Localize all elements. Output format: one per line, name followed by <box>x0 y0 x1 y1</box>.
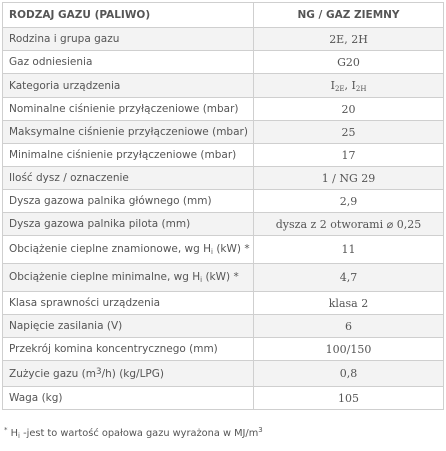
row-label: Minimalne ciśnienie przyłączeniowe (mbar) <box>3 144 254 167</box>
row-label: Dysza gazowa palnika głównego (mm) <box>3 190 254 213</box>
table-header <box>3 3 444 28</box>
row-label <box>3 264 254 292</box>
row-label <box>3 236 254 264</box>
row-value: 20 <box>254 98 444 121</box>
table-row <box>3 121 444 144</box>
footnote-star: * <box>4 426 8 434</box>
row-value: 0,8 <box>254 361 444 387</box>
cat-main: I <box>330 78 335 92</box>
row-value: G20 <box>254 51 444 74</box>
row-value: 1 / NG 29 <box>254 167 444 190</box>
row-label: Rodzina i grupa gazu <box>3 28 254 51</box>
cat-sub2: 2H <box>355 84 367 93</box>
row-label: Maksymalne ciśnienie przyłączeniowe (mbar) <box>3 121 254 144</box>
footnote-text: -jest to wartość opałowa gazu wyrażona w MJ/m <box>19 428 259 439</box>
spec-table <box>2 2 444 410</box>
label-text: Zużycie gazu (m <box>9 368 96 380</box>
label-text: (kW) * <box>202 271 239 283</box>
row-value: klasa 2 <box>254 292 444 315</box>
label-text: Obciążenie cieplne minimalne, wg H <box>9 271 201 283</box>
label-sup: 3 <box>96 367 102 377</box>
label-text: Obciążenie cieplne znamionowe, wg H <box>9 243 212 255</box>
header-param: RODZAJ GAZU (PALIWO) <box>3 3 254 28</box>
table-row <box>3 213 444 236</box>
table-row <box>3 167 444 190</box>
table-row <box>3 236 444 264</box>
table-row <box>3 190 444 213</box>
row-value: 2E, 2H <box>254 28 444 51</box>
label-sub: i <box>200 276 203 284</box>
row-label: Ilość dysz / oznaczenie <box>3 167 254 190</box>
footnote-h: H <box>10 428 18 439</box>
label-text: (kW) * <box>213 243 250 255</box>
row-label: Klasa sprawności urządzenia <box>3 292 254 315</box>
table-row <box>3 387 444 410</box>
table-row <box>3 28 444 51</box>
row-value: 17 <box>254 144 444 167</box>
table-row <box>3 144 444 167</box>
table-row <box>3 98 444 121</box>
table-row <box>3 315 444 338</box>
row-label: Waga (kg) <box>3 387 254 410</box>
row-label: Dysza gazowa palnika pilota (mm) <box>3 213 254 236</box>
row-value: 4,7 <box>254 264 444 292</box>
table-row <box>3 51 444 74</box>
row-value: 6 <box>254 315 444 338</box>
row-value: 105 <box>254 387 444 410</box>
row-label <box>3 361 254 387</box>
footnote-sub: i <box>18 432 20 440</box>
row-label: Gaz odniesienia <box>3 51 254 74</box>
header-value: NG / GAZ ZIEMNY <box>254 3 444 28</box>
footnote <box>4 426 444 440</box>
row-label: Przekrój komina koncentrycznego (mm) <box>3 338 254 361</box>
row-label: Kategoria urządzenia <box>3 74 254 98</box>
row-value: 25 <box>254 121 444 144</box>
row-value: 100/150 <box>254 338 444 361</box>
label-text: /h) (kg/LPG) <box>101 368 164 380</box>
table-row <box>3 264 444 292</box>
row-value <box>254 74 444 98</box>
row-label: Napięcie zasilania (V) <box>3 315 254 338</box>
label-sub: i <box>211 248 213 256</box>
row-value: dysza z 2 otworami ⌀ 0,25 <box>254 213 444 236</box>
row-label: Nominalne ciśnienie przyłączeniowe (mbar) <box>3 98 254 121</box>
table-row <box>3 338 444 361</box>
table-row <box>3 361 444 387</box>
cat-mid: , I <box>344 78 356 92</box>
table-row <box>3 292 444 315</box>
cat-sub1: 2E <box>334 84 345 93</box>
table-row <box>3 74 444 98</box>
row-value: 2,9 <box>254 190 444 213</box>
footnote-sup: 3 <box>258 426 263 434</box>
row-value: 11 <box>254 236 444 264</box>
